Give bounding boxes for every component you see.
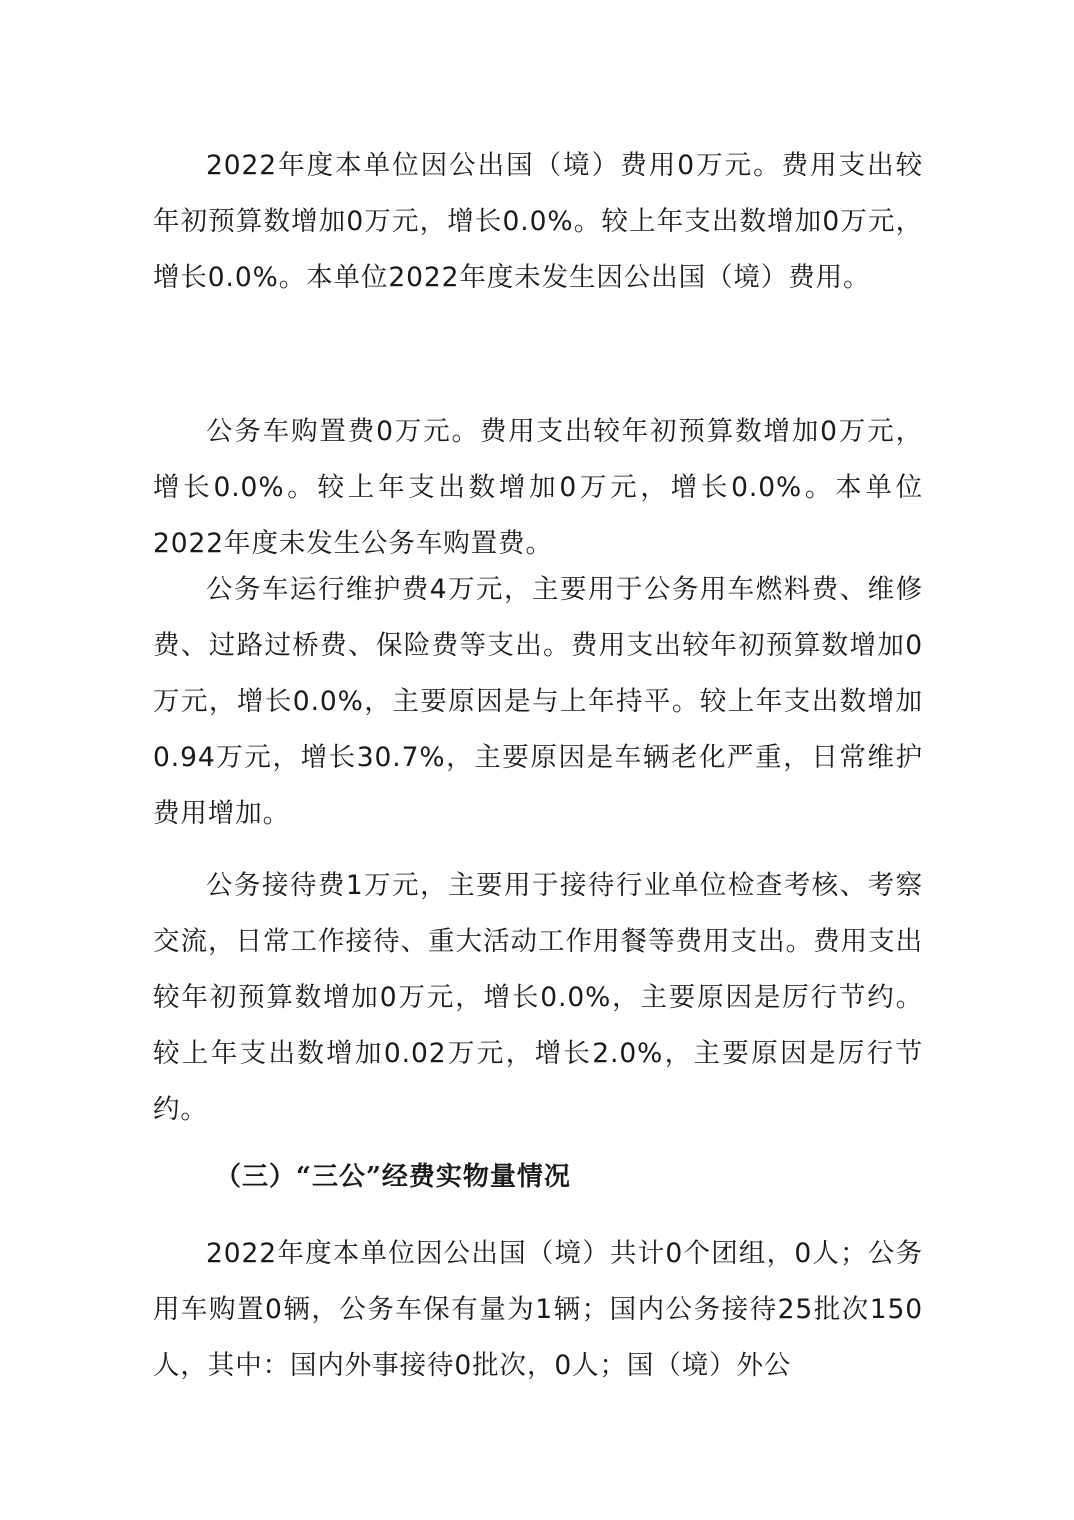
section-heading: （三）“三公”经费实物量情况 bbox=[215, 1162, 571, 1192]
paragraph-reception-expense: 公务接待费1万元，主要用于接待行业单位检查考核、考察交流，日常工作接待、重大活动工作用餐等费用支出。费用支出较年初预算数增加0万元，增长0.0%，主要原因是厉行节约。较上年支出数增加0.02万元，增长2.0%，主要原因是厉行节约。 bbox=[153, 870, 923, 1125]
paragraph-overseas-travel-expense: 2022年度本单位因公出国（境）费用0万元。费用支出较年初预算数增加0万元，增长0.0%。较上年支出数增加0万元，增长0.0%。本单位2022年度未发生因公出国（境）费用。 bbox=[153, 150, 923, 293]
paragraph-vehicle-maintenance-expense: 公务车运行维护费4万元，主要用于公务用车燃料费、维修费、过路过桥费、保险费等支出。费用支出较年初预算数增加0万元，增长0.0%，主要原因是与上年持平。较上年支出数增加0.94万元，增长30.7%，主要原因是车辆老化严重，日常维护费用增加。 bbox=[153, 574, 923, 829]
paragraph-physical-quantity: 2022年度本单位因公出国（境）共计0个团组，0人；公务用车购置0辆，公务车保有量为1辆；国内公务接待25批次150人，其中：国内外事接待0批次，0人；国（境）外公 bbox=[153, 1238, 923, 1381]
paragraph-vehicle-purchase-expense: 公务车购置费0万元。费用支出较年初预算数增加0万元，增长0.0%。较上年支出数增加0万元，增长0.0%。本单位2022年度未发生公务车购置费。 bbox=[153, 416, 923, 559]
